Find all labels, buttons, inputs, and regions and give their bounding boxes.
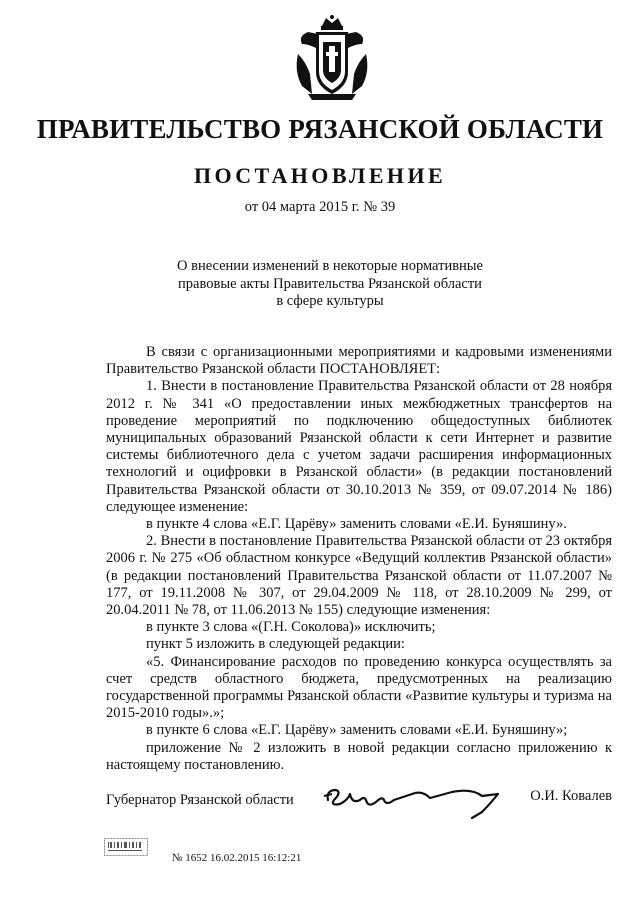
body-paragraph: пункт 5 изложить в следующей редакции: bbox=[146, 636, 405, 653]
subject-line: О внесении изменений в некоторые нормативные bbox=[177, 258, 483, 274]
coat-of-arms-icon bbox=[288, 14, 376, 102]
body-paragraph: В связи с организационными мероприятиями и кадровыми изменениями Правительство Рязанской области ПОСТАНОВЛЯЕТ: bbox=[106, 344, 612, 378]
barcode-stamp-icon bbox=[104, 838, 148, 856]
signatory-name: О.И. Ковалев bbox=[530, 788, 612, 804]
government-title: ПРАВИТЕЛЬСТВО РЯЗАНСКОЙ ОБЛАСТИ bbox=[36, 114, 604, 144]
body-paragraph: приложение № 2 изложить в новой редакции согласно приложению к настоящему постановлению. bbox=[106, 739, 612, 773]
document-subject bbox=[170, 258, 490, 311]
document-type: ПОСТАНОВЛЕНИЕ bbox=[193, 163, 447, 188]
subject-line: правовые акты Правительства Рязанской области bbox=[178, 275, 482, 292]
subject-line: в сфере культуры bbox=[276, 293, 384, 309]
body-paragraph: в пункте 4 слова «Е.Г. Царёву» заменить словами «Е.И. Буняшину». bbox=[146, 516, 567, 533]
body-paragraph: в пункте 6 слова «Е.Г. Царёву» заменить словами «Е.И. Буняшину»; bbox=[146, 722, 568, 739]
signatory-position: Губернатор Рязанской области bbox=[106, 792, 294, 808]
document-date-number: от 04 марта 2015 г. № 39 bbox=[244, 199, 396, 215]
document-body bbox=[106, 344, 612, 774]
body-paragraph: в пункте 3 слова «(Г.Н. Соколова)» исключить; bbox=[146, 619, 436, 636]
registration-number: № 1652 16.02.2015 16:12:21 bbox=[172, 852, 302, 864]
body-paragraph: 1. Внести в постановление Правительства Рязанской области от 28 ноября 2012 г. № 341 «О предоставлении иных межбюджетных трансфертов на проведение мероприятий по подключению общедоступных библиотек муниципальных образований Рязанской области к сети Интернет и развитие системы библиотечного дела с учетом задачи расширения информационных технологий и оцифровки в Рязанской области» (в редакции постановлений Правительства Рязанской области от 30.10.2013 № 359, от 09.07.2014 № 186) следующее изменение: bbox=[106, 378, 612, 515]
handwritten-signature bbox=[322, 778, 512, 820]
body-paragraph: «5. Финансирование расходов по проведению конкурса осуществлять за счет средств областного бюджета, предусмотренных на реализацию государственной программы Рязанской области «Развитие культуры и туризма на 2015-2010 годы».»; bbox=[106, 653, 612, 722]
body-paragraph: 2. Внести в постановление Правительства Рязанской области от 23 октября 2006 г. № 275 «Об областном конкурсе «Ведущий коллектив Рязанской области» (в редакции постановлений Правительства Рязанской области от 11.07.2007 № 177, от 19.11.2008 № 307, от 29.04.2009 № 118, от 28.10.2009 № 299, от 20.04.2011 № 78, от 11.06.2013 № 155) следующие изменения: bbox=[106, 533, 612, 619]
signature-block bbox=[106, 778, 612, 818]
